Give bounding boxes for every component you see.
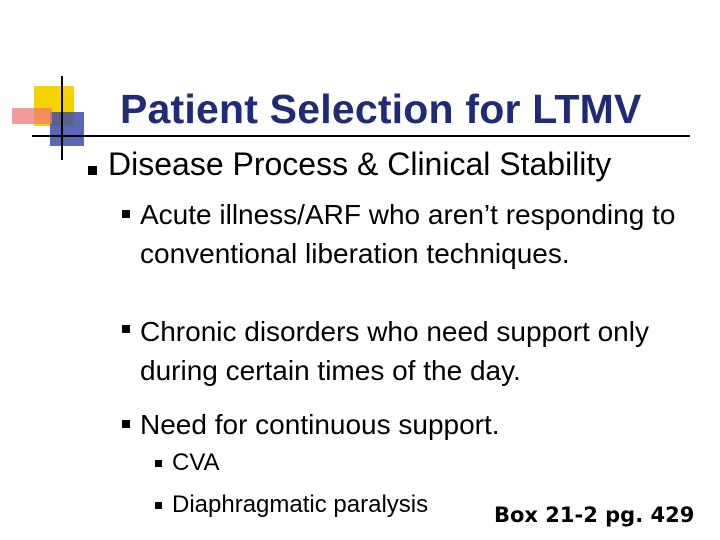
reference-citation: Box 21-2 pg. 429: [494, 503, 695, 527]
red-bar: [12, 108, 52, 124]
bullet-square-icon: [122, 325, 130, 333]
level1-item: Disease Process & Clinical Stability: [108, 146, 612, 182]
slide-title: Patient Selection for LTMV: [120, 86, 642, 132]
bullet-square-icon: [122, 210, 130, 218]
blue-square: [50, 112, 84, 146]
level2-item-1: Acute illness/ARF who aren’t responding to conventional liberation techniques.: [140, 199, 676, 269]
level3-item-1: CVA: [172, 449, 220, 476]
bullet-square-icon: [155, 502, 162, 509]
bullet-square-icon: [155, 460, 162, 467]
level2-item-2: Chronic disorders who need support only during certain times of the day.: [140, 316, 649, 386]
yellow-square: [34, 86, 74, 126]
bullet-square-icon: [88, 166, 97, 175]
level2-item-3: Need for continuous support.: [140, 409, 500, 440]
level3-item-2: Diaphragmatic paralysis: [172, 491, 429, 518]
bullet-square-icon: [122, 420, 130, 428]
